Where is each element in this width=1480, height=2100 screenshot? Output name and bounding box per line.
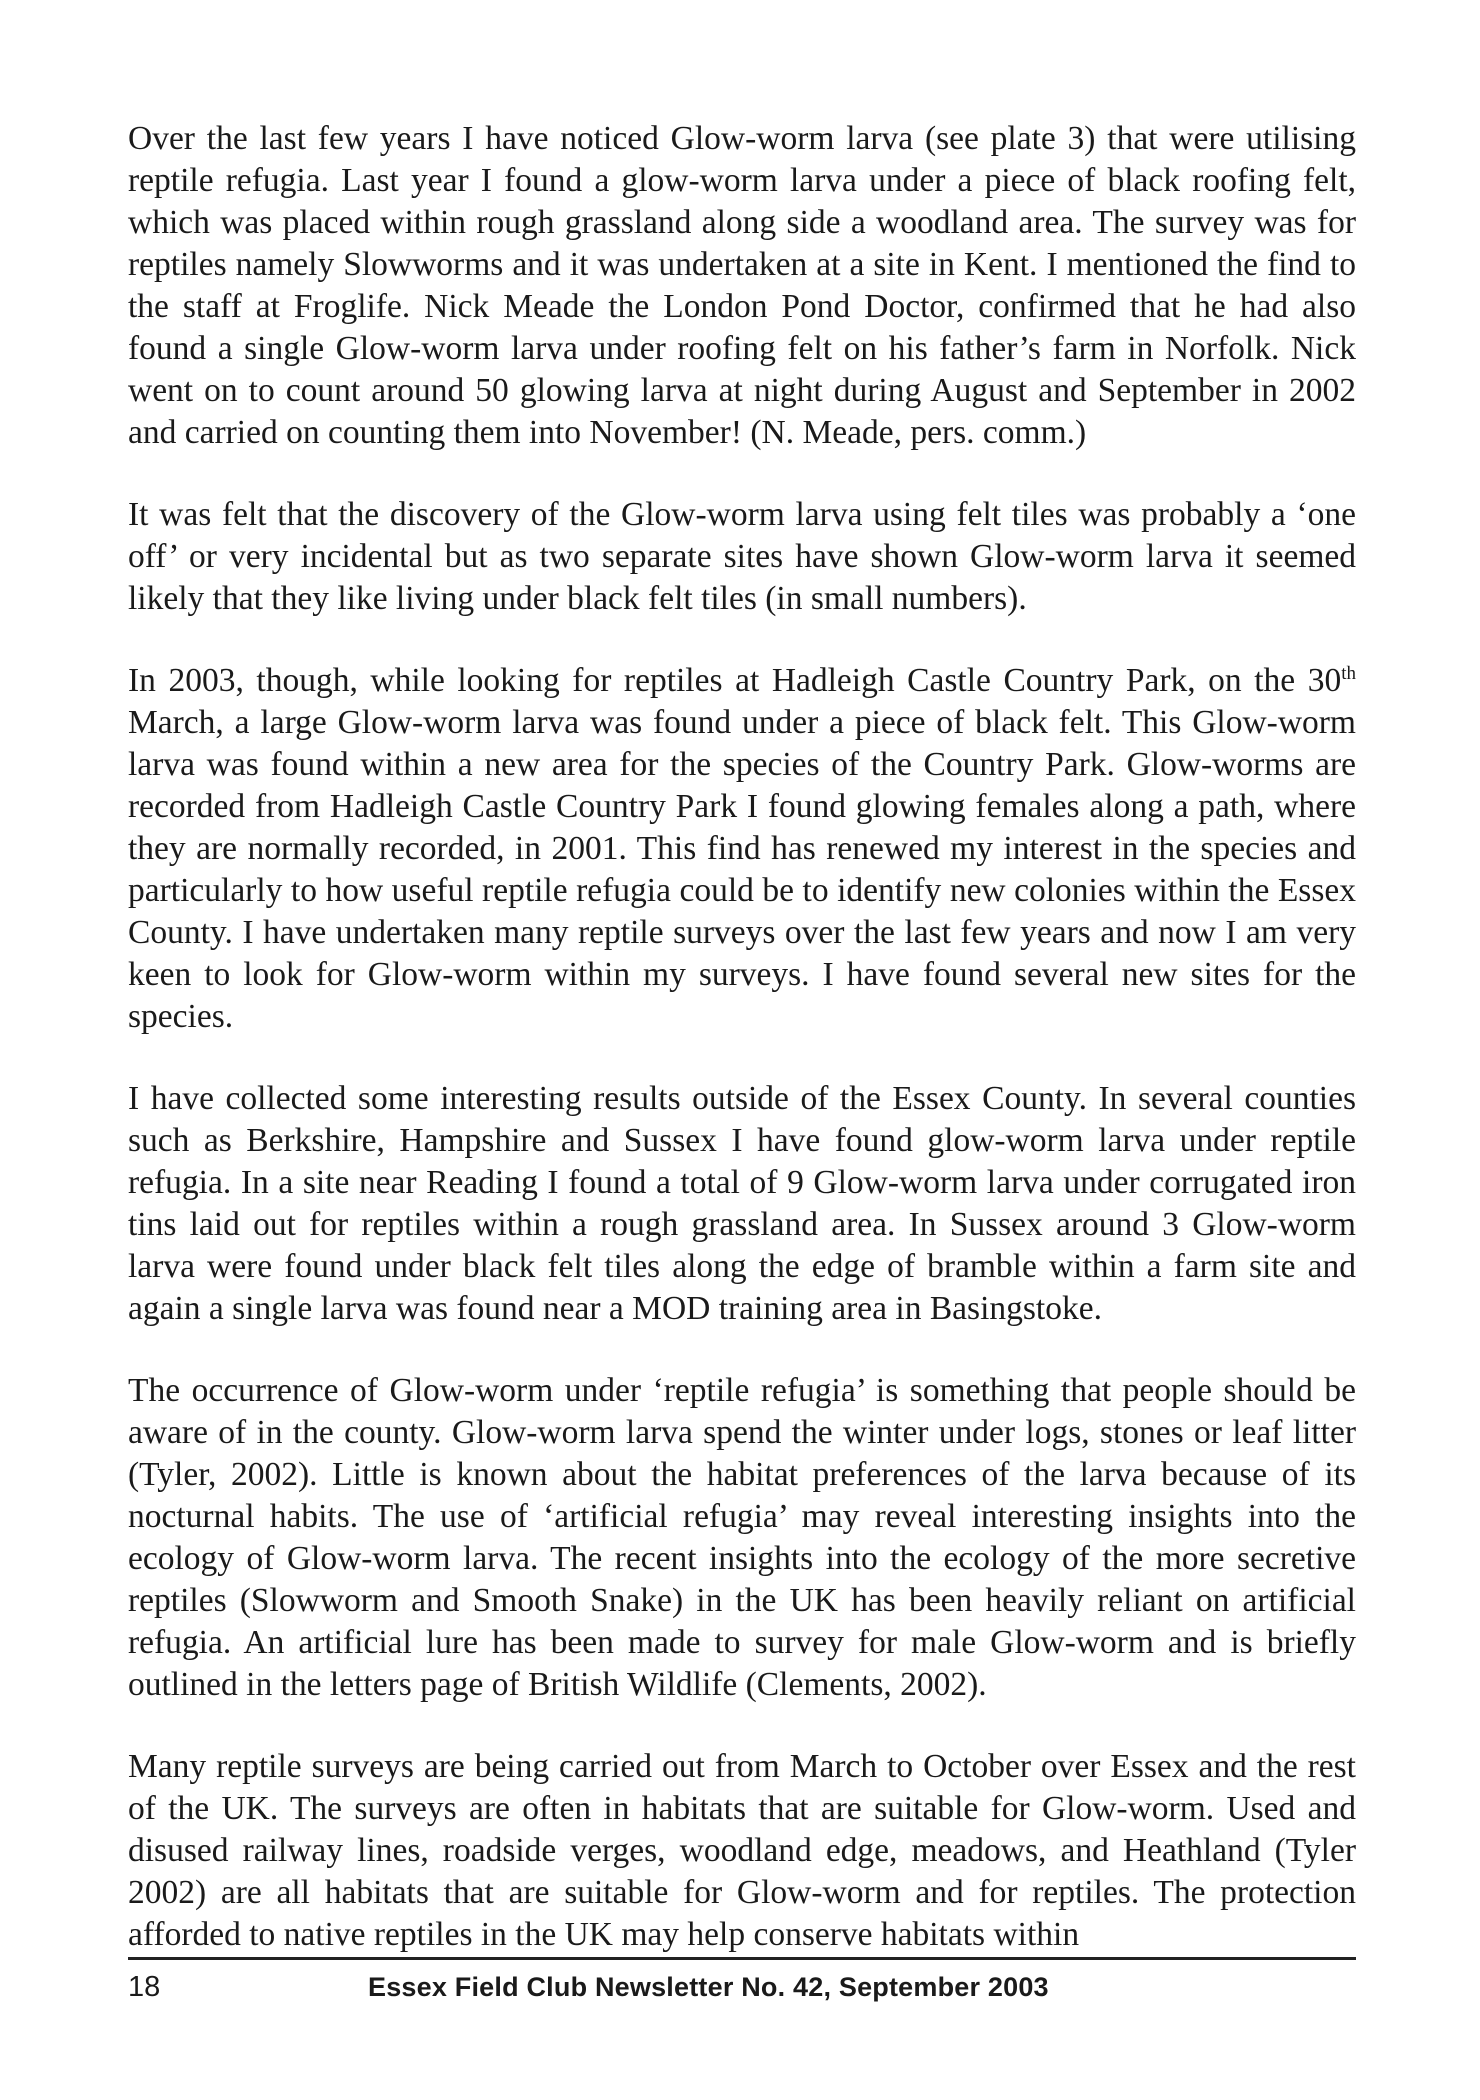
paragraph-1: Over the last few years I have noticed Glow-worm larva (see plate 3) that were utilising reptile refugia. Last year I found a glow-worm larva under a piece of black roofing felt, which was placed within rough grassland along side a woodland area. The survey was for reptiles namely Slowworms and it was undertaken at a site in Kent. I mentioned the find to the staff at Froglife. Nick Meade the London Pond Doctor, confirmed that he had also found a single Glow-worm larva under roofing felt on his father’s farm in Norfolk. Nick went on to count around 50 glowing larva at night during August and September in 2002 and carried on counting them into November! (N. Meade, pers. comm.) [128,120,1356,451]
paragraph-5: The occurrence of Glow-worm under ‘reptile refugia’ is something that people should be aware of in the county. Glow-worm larva spend the winter under logs, stones or leaf litter (Tyler, 2002). Little is known about the habitat preferences of the larva because of its nocturnal habits. The use of ‘artificial refugia’ may reveal interesting insights into the ecology of Glow-worm larva. The recent insights into the ecology of the more secretive reptiles (Slowworm and Smooth Snake) in the UK has been heavily reliant on artificial refugia. An artificial lure has been made to survey for male Glow-worm and is briefly outlined in the letters page of British Wildlife (Clements, 2002). [128,1372,1356,1703]
ordinal-superscript: th [1341,662,1356,684]
paragraph-4: I have collected some interesting results outside of the Essex County. In several counties such as Berkshire, Hampshire and Sussex I have found glow-worm larva under reptile refugia. In a site near Reading I found a total of 9 Glow-worm larva under corrugated iron tins laid out for reptiles within a rough grassland area. In Sussex around 3 Glow-worm larva were found under black felt tiles along the edge of bramble within a farm site and again a single larva was found near a MOD training area in Basingstoke. [128,1080,1356,1327]
paragraph-3-text-start: In 2003, though, while looking for reptiles at Hadleigh Castle Country Park, on the 30 [128,662,1342,699]
paragraph-3 [128,660,1356,1038]
newsletter-title: Essex Field Club Newsletter No. 42, September 2003 [368,1972,1049,2002]
paragraph-3-text-end: March, a large Glow-worm larva was found under a piece of black felt. This Glow-worm larva was found within a new area for the species of the Country Park. Glow-worms are recorded from Hadleigh Castle Country Park I found glowing females along a path, where they are normally recorded, in 2001. This find has renewed my interest in the species and particularly to how useful reptile refugia could be to identify new colonies within the Essex County. I have undertaken many reptile surveys over the last few years and now I am very keen to look for Glow-worm within my surveys. I have found several new sites for the species. [128,704,1356,1035]
page-number: 18 [128,1971,161,2003]
paragraph-2: It was felt that the discovery of the Glow-worm larva using felt tiles was probably a ‘one off’ or very incidental but as two separate sites have shown Glow-worm larva it seemed likely that they like living under black felt tiles (in small numbers). [128,496,1356,617]
page-footer [128,1957,1356,2010]
article-body [128,118,1356,1953]
paragraph-6: Many reptile surveys are being carried out from March to October over Essex and the rest of the UK. The surveys are often in habitats that are suitable for Glow-worm. Used and disused railway lines, roadside verges, woodland edge, meadows, and Heathland (Tyler 2002) are all habitats that are suitable for Glow-worm and for reptiles. The protection afforded to native reptiles in the UK may help conserve habitats within [128,1748,1356,1953]
footer-row [128,1960,1356,2010]
